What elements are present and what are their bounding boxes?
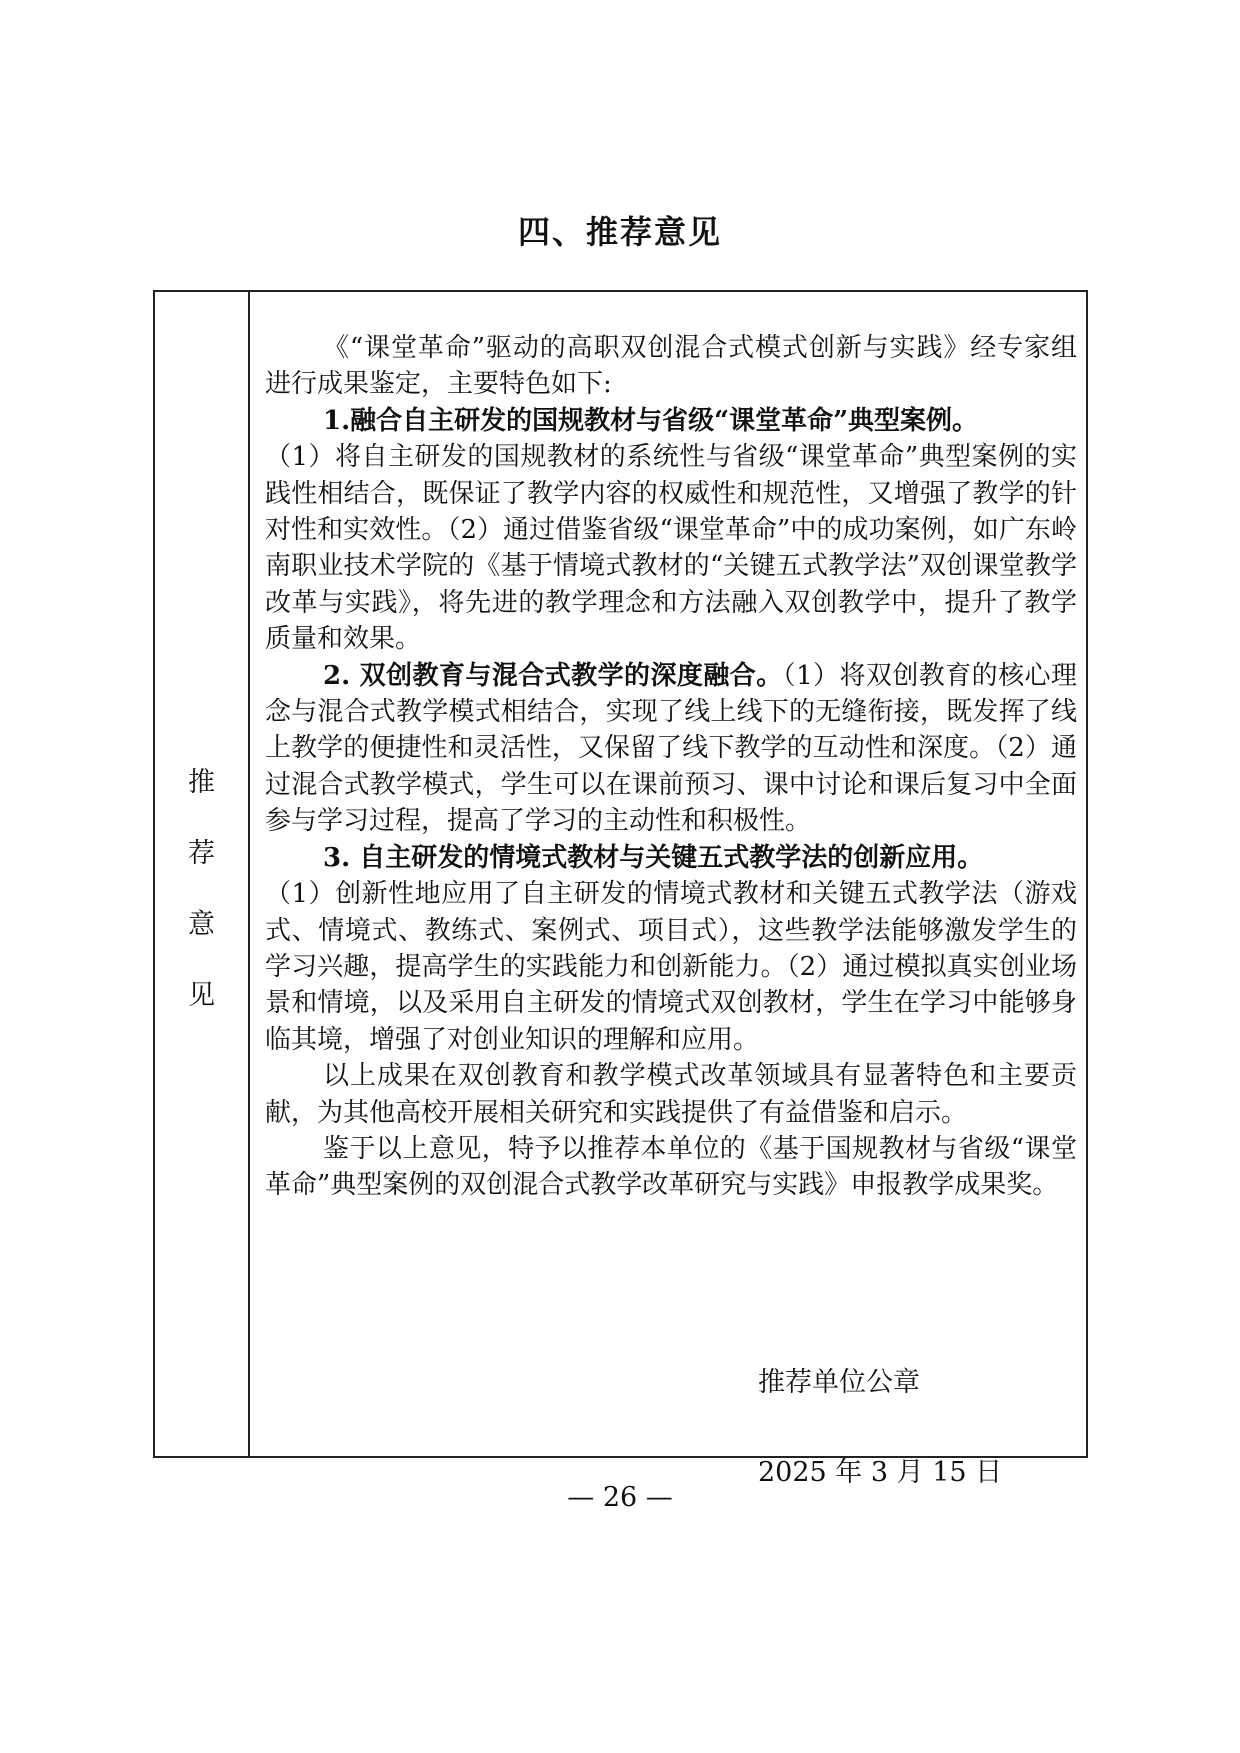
feature-1-body: （1）将自主研发的国规教材的系统性与省级“课堂革命”典型案例的实践性相结合，既保证了教学内容的权威性和规范性，又增强了教学的针对性和实效性。（2）通过借鉴省级“课堂革命”中的成功案例，如广东岭南职业技术学院的《基于情境式教材的“关键五式教学法”双创课堂教学改革与实践》，将先进的教学理念和方法融入双创教学中，提升了教学质量和效果。 — [265, 442, 1077, 655]
section-title: 四、推荐意见 — [517, 213, 722, 251]
recommendation-table — [153, 290, 1088, 1488]
feature-2-heading: 2. 双创教育与混合式教学的深度融合。 — [323, 660, 783, 691]
feature-3-body: （1）创新性地应用了自主研发的情境式教材和关键五式教学法（游戏式、情境式、教练式、案例式、项目式），这些教学法能够激发学生的学习兴趣，提高学生的实践能力和创新能力。（2）通过模拟真实创业场景和情境，以及采用自主研发的情境式双创教材，学生在学习中能够身临其境，增强了对创业知识的理解和应用。 — [265, 879, 1077, 1055]
signature-date: 2025 年 3 月 15 日 — [758, 1457, 1003, 1488]
recommendation-paragraph: 鉴于以上意见，特予以推荐本单位的《基于国规教材与省级“课堂革命”典型案例的双创混合式教学改革研究与实践》申报教学成果奖。 — [265, 1133, 1077, 1201]
summary-paragraph: 以上成果在双创教育和教学模式改革领域具有显著特色和主要贡献，为其他高校开展相关研究和实践提供了有益借鉴和启示。 — [265, 1061, 1077, 1128]
label-char-3: 意 — [188, 909, 215, 940]
label-char-4: 见 — [188, 980, 215, 1011]
feature-2-paragraph — [265, 658, 1077, 840]
intro-paragraph: 《“课堂革命”驱动的高职双创混合式模式创新与实践》经专家组进行成果鉴定，主要特色如下: — [265, 333, 1077, 400]
label-column — [155, 292, 250, 1456]
feature-3-heading: 3. 自主研发的情境式教材与关键五式教学法的创新应用。 — [323, 842, 984, 873]
page-number: — 26 — — [567, 1482, 673, 1513]
label-char-2: 荐 — [188, 838, 215, 869]
feature-2-body: （1）将双创教育的核心理念与混合式教学模式相结合，实现了线上线下的无缝衔接，既发挥了线上教学的便捷性和灵活性，又保留了线下教学的互动性和深度。（2）通过混合式教学模式，学生可以在课前预习、课中讨论和课后复习中全面参与学习过程，提高了学习的主动性和积极性。 — [265, 660, 1077, 837]
recommendation-content — [265, 330, 1077, 1204]
feature-1-heading: 1.融合自主研发的国规教材与省级“课堂革命”典型案例。 — [323, 405, 979, 436]
label-char-1: 推 — [188, 767, 215, 798]
seal-label: 推荐单位公章 — [758, 1367, 920, 1398]
